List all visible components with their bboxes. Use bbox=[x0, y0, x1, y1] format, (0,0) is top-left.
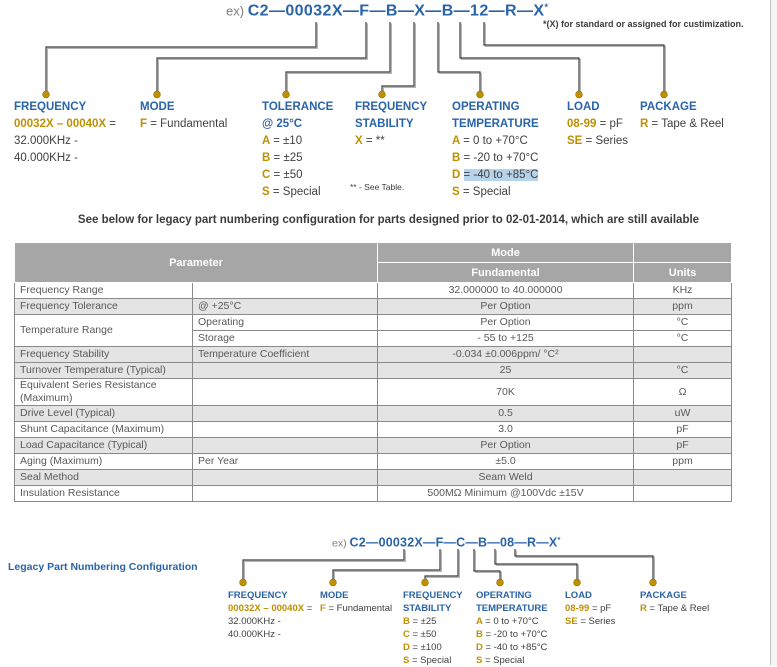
connector-line-shadow bbox=[287, 23, 391, 92]
column-title: PACKAGE bbox=[640, 101, 697, 113]
diagram-col-frequency bbox=[14, 99, 116, 167]
column-title: LOAD bbox=[567, 101, 600, 113]
option-value: = 0 to +70°C bbox=[485, 616, 539, 627]
connector-line bbox=[474, 549, 500, 579]
option-value: 40.000KHz - bbox=[14, 152, 78, 164]
option-value: = Series bbox=[580, 616, 616, 627]
option-line bbox=[452, 184, 539, 201]
table-row bbox=[15, 299, 732, 315]
column-title: FREQUENCY bbox=[403, 590, 463, 601]
cell-units: pF bbox=[634, 438, 732, 454]
cell-units bbox=[634, 470, 732, 486]
cell-units: uW bbox=[634, 406, 732, 422]
part-number-example-legacy bbox=[332, 535, 560, 550]
cell-condition: Storage bbox=[193, 331, 378, 347]
part-number-star: * bbox=[557, 535, 561, 544]
option-line bbox=[403, 628, 463, 641]
cell-parameter: Turnover Temperature (Typical) bbox=[15, 363, 193, 379]
column-title: TOLERANCE bbox=[262, 101, 334, 113]
column-title: TEMPERATURE bbox=[476, 603, 548, 614]
cell-condition bbox=[193, 438, 378, 454]
bullet-dot bbox=[43, 91, 50, 98]
example-prefix: ex) bbox=[332, 537, 347, 550]
option-line bbox=[476, 641, 548, 654]
connector-line bbox=[243, 549, 404, 579]
connector-line-shadow bbox=[244, 550, 405, 580]
option-line bbox=[476, 628, 548, 641]
bullet-dot bbox=[661, 91, 668, 98]
bullet-dot bbox=[154, 91, 161, 98]
cell-parameter: Frequency Range bbox=[15, 283, 193, 299]
connector-line bbox=[46, 22, 316, 91]
option-line bbox=[228, 615, 312, 628]
part-number-text: C2—00032X—F—C—B—08—R—X bbox=[349, 535, 558, 550]
option-code: SE bbox=[567, 135, 586, 147]
connector-line bbox=[438, 22, 480, 91]
cell-parameter: Frequency Tolerance bbox=[15, 299, 193, 315]
column-title: FREQUENCY bbox=[355, 101, 428, 113]
option-line bbox=[14, 133, 116, 150]
bullet-dot bbox=[576, 91, 583, 98]
bullet-dot bbox=[477, 91, 484, 98]
cell-value: - 55 to +125 bbox=[378, 331, 634, 347]
option-line bbox=[262, 150, 333, 167]
option-code: B bbox=[262, 152, 274, 164]
option-line bbox=[640, 116, 724, 133]
option-line bbox=[476, 615, 548, 628]
option-line bbox=[452, 150, 539, 167]
connector-line-shadow bbox=[461, 23, 580, 92]
column-title: OPERATING bbox=[452, 101, 520, 113]
cell-value: 3.0 bbox=[378, 422, 634, 438]
column-title: STABILITY bbox=[355, 118, 414, 130]
option-code: D bbox=[403, 642, 413, 653]
legacy-title: Legacy Part Numbering Configuration bbox=[8, 561, 198, 573]
connector-line-shadow bbox=[334, 550, 441, 580]
cell-value: -0.034 ±0.006ppm/ °C² bbox=[378, 347, 634, 363]
column-title: STABILITY bbox=[403, 603, 452, 614]
cell-units bbox=[634, 486, 732, 502]
diagram-col-load bbox=[565, 589, 615, 628]
diagram-col-frequency bbox=[228, 589, 312, 641]
connector-line-shadow bbox=[475, 550, 501, 580]
option-code: SE bbox=[565, 616, 581, 627]
see-table-footnote: ** - See Table. bbox=[350, 182, 405, 192]
cell-parameter: Aging (Maximum) bbox=[15, 454, 193, 470]
option-line bbox=[403, 615, 463, 628]
header-mode: Mode bbox=[378, 243, 634, 263]
option-code: S bbox=[452, 186, 463, 198]
option-code: S bbox=[476, 655, 485, 666]
connector-line-shadow bbox=[496, 550, 578, 580]
option-line bbox=[262, 167, 333, 184]
diagram-col-frequency bbox=[403, 589, 463, 667]
cell-condition: Operating bbox=[193, 315, 378, 331]
table-row bbox=[15, 379, 732, 406]
option-value-highlighted: = -40 to +85°C bbox=[463, 169, 539, 181]
cell-units: ppm bbox=[634, 454, 732, 470]
connector-line bbox=[495, 549, 577, 579]
header-blank bbox=[634, 243, 732, 263]
spec-table bbox=[14, 242, 732, 502]
option-line bbox=[452, 133, 539, 150]
option-value: = ±100 bbox=[412, 642, 442, 653]
connector-line bbox=[333, 549, 440, 579]
cell-value: 0.5 bbox=[378, 406, 634, 422]
part-number-example-top bbox=[226, 2, 548, 20]
column-subtitle: @ 25°C bbox=[262, 118, 303, 130]
header-units: Units bbox=[634, 263, 732, 283]
option-code: A bbox=[262, 135, 274, 147]
option-value: = bbox=[109, 118, 116, 130]
option-value: = ±10 bbox=[273, 135, 303, 147]
option-value: = Series bbox=[585, 135, 629, 147]
cell-parameter: Frequency Stability bbox=[15, 347, 193, 363]
option-line bbox=[14, 150, 116, 167]
column-title: LOAD bbox=[565, 590, 592, 601]
connector-line bbox=[382, 22, 414, 91]
connector-line-shadow bbox=[47, 23, 317, 92]
option-value: = ±25 bbox=[412, 616, 437, 627]
option-value: = bbox=[306, 603, 313, 614]
option-value: = ** bbox=[365, 135, 385, 147]
table-row bbox=[15, 454, 732, 470]
diagram-col-operating bbox=[476, 589, 548, 667]
diagram-col-package bbox=[640, 99, 724, 133]
option-code: X bbox=[355, 135, 366, 147]
bullet-dot bbox=[422, 579, 429, 586]
connector-line bbox=[286, 22, 390, 91]
cell-value: Per Option bbox=[378, 315, 634, 331]
cell-units: °C bbox=[634, 331, 732, 347]
cell-condition: @ +25°C bbox=[193, 299, 378, 315]
column-title: MODE bbox=[140, 101, 175, 113]
legacy-availability-note: See below for legacy part numbering configuration for parts designed prior to 02-01-2014, which are still available bbox=[77, 214, 700, 226]
option-code: R bbox=[640, 603, 650, 614]
connector-line-shadow bbox=[158, 23, 367, 92]
bullet-dot bbox=[650, 579, 657, 586]
diagram-col-operating bbox=[452, 99, 539, 201]
option-code: R bbox=[640, 118, 652, 130]
option-code: 08-99 bbox=[567, 118, 600, 130]
connector-line-shadow bbox=[516, 550, 654, 580]
cell-condition bbox=[193, 379, 378, 406]
cell-value: 32.000000 to 40.000000 bbox=[378, 283, 634, 299]
option-line bbox=[567, 116, 628, 133]
option-code: A bbox=[452, 135, 464, 147]
diagram-col-load bbox=[567, 99, 628, 150]
option-value: = pF bbox=[591, 603, 612, 614]
option-code: B bbox=[452, 152, 464, 164]
part-number-star: * bbox=[544, 2, 548, 12]
option-value: = Special bbox=[462, 186, 511, 198]
cell-units bbox=[634, 347, 732, 363]
cell-value: Per Option bbox=[378, 438, 634, 454]
option-value: = -20 to +70°C bbox=[485, 629, 548, 640]
option-line bbox=[452, 167, 539, 184]
connector-line bbox=[515, 549, 653, 579]
option-value: = -20 to +70°C bbox=[463, 152, 539, 164]
option-value: 32.000KHz - bbox=[14, 135, 78, 147]
connector-line bbox=[484, 22, 664, 91]
option-value: = Tape & Reel bbox=[649, 603, 710, 614]
cell-units: Ω bbox=[634, 379, 732, 406]
cell-condition: Per Year bbox=[193, 454, 378, 470]
table-row bbox=[15, 438, 732, 454]
option-value: = Special bbox=[272, 186, 321, 198]
option-code: S bbox=[262, 186, 273, 198]
option-code: F bbox=[320, 603, 329, 614]
option-code: 00032X – 00040X bbox=[14, 118, 110, 130]
option-value: = ±50 bbox=[412, 629, 437, 640]
table-row bbox=[15, 363, 732, 379]
table-row bbox=[15, 315, 732, 331]
option-value: = ±25 bbox=[273, 152, 303, 164]
cell-parameter: Equivalent Series Resistance (Maximum) bbox=[15, 379, 193, 406]
diagram-col-mode bbox=[140, 99, 227, 133]
option-line bbox=[565, 602, 615, 615]
cell-condition bbox=[193, 422, 378, 438]
option-value: = ±50 bbox=[273, 169, 303, 181]
option-value: = Fundamental bbox=[328, 603, 393, 614]
option-code: 08-99 bbox=[565, 603, 592, 614]
option-code: B bbox=[403, 616, 413, 627]
option-code: B bbox=[476, 629, 486, 640]
connector-line-shadow bbox=[383, 23, 415, 92]
table-row bbox=[15, 422, 732, 438]
option-value: = Special bbox=[484, 655, 525, 666]
column-title: MODE bbox=[320, 590, 349, 601]
cell-units: °C bbox=[634, 315, 732, 331]
connector-line-shadow bbox=[426, 550, 459, 580]
option-line bbox=[640, 602, 709, 615]
option-code: F bbox=[140, 118, 151, 130]
bullet-dot bbox=[574, 579, 581, 586]
part-number-text: C2—00032X—F—B—X—B—12—R—X bbox=[247, 2, 545, 20]
cell-parameter: Insulation Resistance bbox=[15, 486, 193, 502]
page-edge bbox=[770, 0, 777, 665]
cell-parameter: Seal Method bbox=[15, 470, 193, 486]
connector-line-shadow bbox=[439, 23, 481, 92]
cell-value: Per Option bbox=[378, 299, 634, 315]
option-line bbox=[262, 133, 333, 150]
cell-units: °C bbox=[634, 363, 732, 379]
connector-line bbox=[157, 22, 366, 91]
cell-condition bbox=[193, 486, 378, 502]
column-title: OPERATING bbox=[476, 590, 532, 601]
cell-value: 70K bbox=[378, 379, 634, 406]
option-line bbox=[403, 641, 463, 654]
cell-units: KHz bbox=[634, 283, 732, 299]
option-line bbox=[565, 615, 615, 628]
option-value: 40.000KHz - bbox=[228, 629, 281, 640]
option-value: = pF bbox=[599, 118, 623, 130]
cell-units: pF bbox=[634, 422, 732, 438]
option-line bbox=[228, 628, 312, 641]
bullet-dot bbox=[379, 91, 386, 98]
table-row bbox=[15, 470, 732, 486]
option-value: = Tape & Reel bbox=[651, 118, 724, 130]
column-title: PACKAGE bbox=[640, 590, 687, 601]
option-code: D bbox=[452, 169, 464, 181]
cell-value: 25 bbox=[378, 363, 634, 379]
bullet-dot bbox=[330, 579, 337, 586]
cell-value: ±5.0 bbox=[378, 454, 634, 470]
option-value: = Special bbox=[411, 655, 452, 666]
bullet-dot bbox=[497, 579, 504, 586]
option-line bbox=[355, 133, 427, 150]
cell-parameter: Load Capacitance (Typical) bbox=[15, 438, 193, 454]
cell-condition bbox=[193, 283, 378, 299]
column-title: TEMPERATURE bbox=[452, 118, 539, 130]
bullet-dot bbox=[240, 579, 247, 586]
option-line bbox=[320, 602, 392, 615]
option-code: C bbox=[262, 169, 274, 181]
connector-line bbox=[425, 549, 458, 579]
cell-parameter: Shunt Capacitance (Maximum) bbox=[15, 422, 193, 438]
customization-note: *(X) for standard or assigned for custimization. bbox=[543, 19, 744, 29]
header-parameter: Parameter bbox=[15, 243, 378, 283]
option-line bbox=[567, 133, 628, 150]
diagram-col-mode bbox=[320, 589, 392, 615]
cell-parameter: Temperature Range bbox=[15, 315, 193, 347]
cell-units: ppm bbox=[634, 299, 732, 315]
option-code: D bbox=[476, 642, 486, 653]
option-line bbox=[476, 654, 548, 667]
option-code: A bbox=[476, 616, 486, 627]
option-code: C bbox=[403, 629, 413, 640]
cell-value: 500MΩ Minimum @100Vdc ±15V bbox=[378, 486, 634, 502]
cell-value: Seam Weld bbox=[378, 470, 634, 486]
diagram-col-frequency bbox=[355, 99, 427, 150]
diagram-col-package bbox=[640, 589, 709, 615]
option-line bbox=[14, 116, 116, 133]
cell-condition bbox=[193, 470, 378, 486]
header-fundamental: Fundamental bbox=[378, 263, 634, 283]
option-value: = 0 to +70°C bbox=[463, 135, 528, 147]
option-line bbox=[403, 654, 463, 667]
cell-condition: Temperature Coefficient bbox=[193, 347, 378, 363]
option-code: 00032X – 00040X bbox=[228, 603, 307, 614]
option-value: = Fundamental bbox=[150, 118, 228, 130]
option-value: 32.000KHz - bbox=[228, 616, 281, 627]
column-title: FREQUENCY bbox=[228, 590, 288, 601]
cell-condition bbox=[193, 406, 378, 422]
option-value: = -40 to +85°C bbox=[485, 642, 548, 653]
connector-line bbox=[460, 22, 579, 91]
table-row bbox=[15, 406, 732, 422]
table-row bbox=[15, 283, 732, 299]
connector-line-shadow bbox=[485, 23, 665, 92]
example-prefix: ex) bbox=[226, 3, 245, 19]
cell-parameter: Drive Level (Typical) bbox=[15, 406, 193, 422]
option-code: S bbox=[403, 655, 412, 666]
option-line bbox=[262, 184, 333, 201]
option-line bbox=[228, 602, 312, 615]
diagram-col-tolerance bbox=[262, 99, 333, 201]
bullet-dot bbox=[283, 91, 290, 98]
cell-condition bbox=[193, 363, 378, 379]
option-line bbox=[140, 116, 227, 133]
table-row bbox=[15, 347, 732, 363]
table-row bbox=[15, 486, 732, 502]
column-title: FREQUENCY bbox=[14, 101, 87, 113]
